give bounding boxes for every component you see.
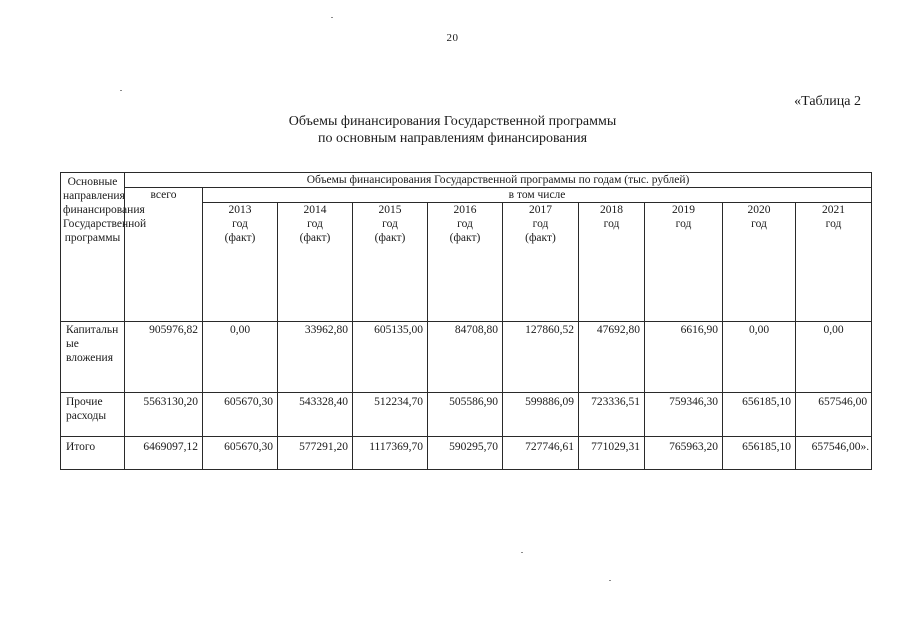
year-unit: год	[675, 218, 692, 230]
table-cell-2015: 605135,00	[353, 322, 428, 393]
year-header-2021	[796, 203, 872, 322]
table-title-line-1: Объемы финансирования Государственной программы	[288, 114, 617, 129]
table-row-total	[61, 437, 872, 470]
scan-speck	[609, 580, 611, 581]
header-row-sub	[61, 188, 872, 203]
year-label: 2018	[600, 204, 623, 216]
table-cell-total: 5563130,20	[125, 393, 203, 437]
table-cell-2020: 656185,10	[723, 437, 796, 470]
year-note: (факт)	[525, 232, 556, 244]
table-cell-2015: 1117369,70	[353, 437, 428, 470]
year-label: 2019	[672, 204, 695, 216]
year-unit: год	[457, 218, 473, 230]
row-label-other: Прочие расходы	[61, 393, 125, 437]
year-label: 2014	[303, 204, 327, 216]
year-unit: год	[603, 218, 620, 230]
year-header-2013	[203, 203, 278, 322]
table-cell-2019: 765963,20	[645, 437, 723, 470]
table-reference: «Таблица 2	[794, 94, 861, 109]
year-unit: год	[825, 218, 842, 230]
table-cell-2014: 33962,80	[278, 322, 353, 393]
year-note: (факт)	[299, 232, 331, 244]
year-header-2016	[428, 203, 503, 322]
scan-speck	[521, 552, 523, 553]
table-cell-2021: 657546,00».	[796, 437, 872, 470]
year-header-2017	[503, 203, 579, 322]
year-header-2015	[353, 203, 428, 322]
header-row-main	[61, 173, 872, 188]
table-cell-2015: 512234,70	[353, 393, 428, 437]
year-unit: год	[532, 218, 549, 230]
table-cell-2018: 723336,51	[579, 393, 645, 437]
scan-speck	[331, 17, 333, 18]
year-label: 2021	[822, 204, 846, 216]
table-cell-2014: 543328,40	[278, 393, 353, 437]
year-label: 2020	[747, 204, 771, 216]
direction-header: Основные направления финансирования Государственной программы	[61, 173, 125, 322]
table-cell-2018: 771029,31	[579, 437, 645, 470]
table-row-capital-investments	[61, 322, 872, 393]
table-cell-total: 905976,82	[125, 322, 203, 393]
table-cell-2017: 599886,09	[503, 393, 579, 437]
year-header-2020	[723, 203, 796, 322]
row-label-capital: Капитальные вложения	[61, 322, 125, 393]
table-cell-2020: 656185,10	[723, 393, 796, 437]
financing-group-header: Объемы финансирования Государственной программы по годам (тыс. рублей)	[125, 173, 872, 188]
year-label: 2013	[228, 204, 252, 216]
year-note: (факт)	[374, 232, 406, 244]
table-cell-2013: 0,00	[203, 322, 278, 393]
table-cell-2017: 127860,52	[503, 322, 579, 393]
page-number: 20	[446, 32, 459, 44]
table-cell-2020: 0,00	[723, 322, 796, 393]
table-title	[0, 113, 905, 147]
year-label: 2015	[378, 204, 402, 216]
table-cell-2017: 727746,61	[503, 437, 579, 470]
row-label-total: Итого	[61, 437, 125, 470]
table-cell-2019: 759346,30	[645, 393, 723, 437]
table-cell-2021: 657546,00	[796, 393, 872, 437]
year-header-2019	[645, 203, 723, 322]
year-unit: год	[232, 218, 248, 230]
year-header-2018	[579, 203, 645, 322]
table-row-other-expenses	[61, 393, 872, 437]
year-header-2014	[278, 203, 353, 322]
table-cell-2018: 47692,80	[579, 322, 645, 393]
table-cell-2019: 6616,90	[645, 322, 723, 393]
including-header: в том числе	[203, 188, 872, 203]
year-unit: год	[307, 218, 323, 230]
table-cell-total: 6469097,12	[125, 437, 203, 470]
table-title-line-2: по основным направлениям финансирования	[317, 131, 588, 146]
table-cell-2013: 605670,30	[203, 393, 278, 437]
year-unit: год	[751, 218, 767, 230]
financing-table	[60, 172, 872, 470]
table-cell-2016: 590295,70	[428, 437, 503, 470]
year-unit: год	[382, 218, 398, 230]
year-label: 2017	[529, 204, 552, 216]
table-cell-2016: 84708,80	[428, 322, 503, 393]
table-cell-2021: 0,00	[796, 322, 872, 393]
table-cell-2013: 605670,30	[203, 437, 278, 470]
table-cell-2014: 577291,20	[278, 437, 353, 470]
year-label: 2016	[453, 204, 477, 216]
table-cell-2016: 505586,90	[428, 393, 503, 437]
total-column-header: всего	[125, 188, 203, 322]
scan-speck	[120, 90, 122, 91]
year-note: (факт)	[224, 232, 256, 244]
year-note: (факт)	[449, 232, 481, 244]
